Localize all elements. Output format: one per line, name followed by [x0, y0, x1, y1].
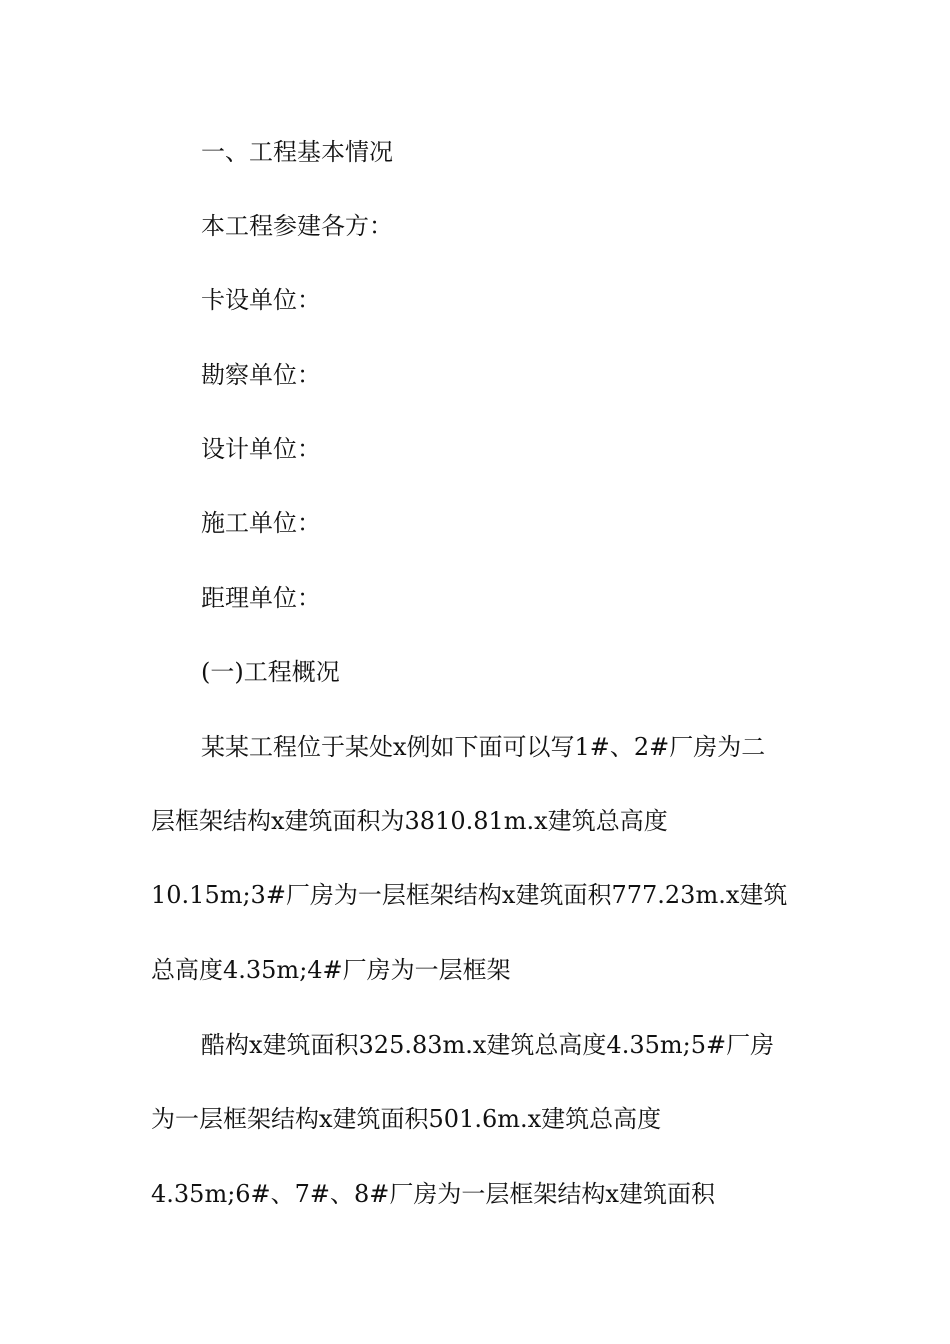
paragraph-line: 酷构x建筑面积325.83m.x建筑总高度4.35m;5#厂房 [201, 1031, 775, 1059]
unit-construction-owner: 卡设单位： [201, 286, 321, 314]
paragraph-line: 层框架结构x建筑面积为3810.81m.x建筑总高度 [151, 807, 668, 835]
paragraph-line: 某某工程位于某处x例如下面可以写1#、2#厂房为二 [201, 733, 766, 761]
section-heading: 一、工程基本情况 [201, 138, 393, 166]
subsection-heading: (一)工程概况 [201, 658, 340, 686]
paragraph-line: 10.15m;3#厂房为一层框架结构x建筑面积777.23m.x建筑 [151, 881, 788, 909]
participants-intro: 本工程参建各方： [201, 212, 393, 240]
unit-contractor: 施工单位： [201, 509, 321, 537]
paragraph-line: 为一层框架结构x建筑面积501.6m.x建筑总高度 [151, 1105, 662, 1133]
unit-supervision: 距理单位： [201, 584, 321, 612]
paragraph-line: 总高度4.35m;4#厂房为一层框架 [151, 956, 511, 984]
paragraph-line: 4.35m;6#、7#、8#厂房为一层框架结构x建筑面积 [151, 1180, 715, 1208]
unit-design: 设计单位： [201, 435, 321, 463]
unit-survey: 勘察单位： [201, 361, 321, 389]
